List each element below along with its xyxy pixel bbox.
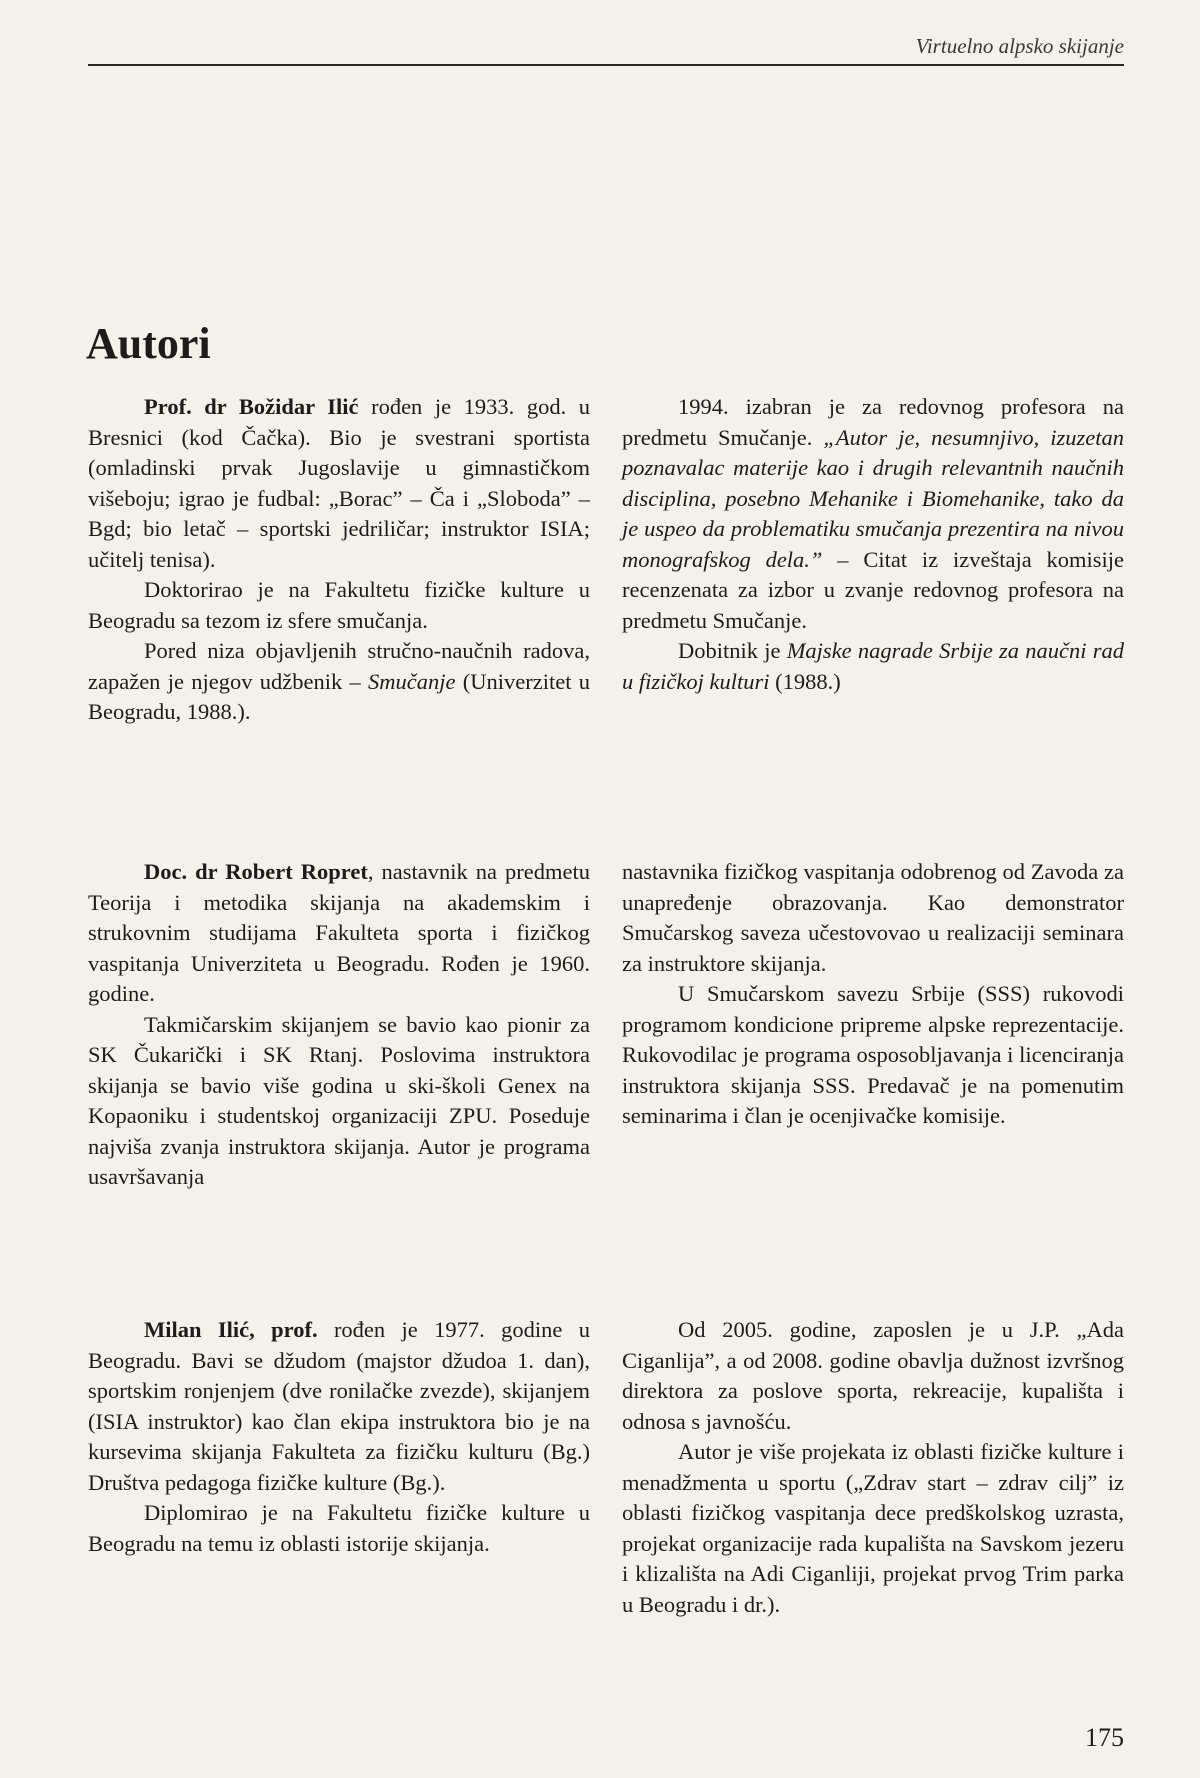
running-title: Virtuelno alpsko skijanje [915, 34, 1124, 58]
bio-right-column [622, 857, 1124, 1193]
review-quote: „Autor je, nesumnjivo, izuzetan poznavalac materije kao i drugih relevantnih naučnih disciplina, posebno Mehanike i Biomehanike, tako da je uspeo da problematiku smučanja prezentira na nivou monografskog dela.” [622, 424, 1125, 572]
bio-paragraph: Dobitnik je Majske nagrade Srbije za naučni rad u fizičkoj kulturi (1988.) [622, 638, 1124, 694]
bio-paragraph: Doc. dr Robert Ropret, nastavnik na predmetu Teorija i metodika skijanja na akademskim i strukovnim studijama Fakulteta sporta i fizičkog vaspitanja Univerziteta u Beogradu. Rođen je 1960. godine. [88, 859, 590, 1006]
header-rule [88, 64, 1124, 66]
bio-paragraph: Autor je više projekata iz oblasti fizičke kulture i menadžmenta u sportu („Zdrav start – zdrav cilj” iz oblasti fizičkog vaspitanja dece predškolskog uzrasta, projekat organizacije rada kupališta na Savskom jezeru i klizališta na Adi Ciganliji, projekat prvog Trim parka u Beogradu i dr.). [622, 1439, 1124, 1617]
bio-paragraph: Diplomirao je na Fakultetu fizičke kulture u Beogradu na temu iz oblasti istorije skijanja. [88, 1500, 590, 1556]
bio-paragraph: U Smučarskom savezu Srbije (SSS) rukovodi programom kondicione pripreme alpske reprezentacije. Rukovodilac je programa osposobljavanja i licenciranja instruktora skijanja SSS. Predavač je na pomenutim seminarima i član je ocenjivačke komisije. [622, 981, 1124, 1128]
bio-paragraph: Doktorirao je na Fakultetu fizičke kulture u Beogradu sa tezom iz sfere smučanja. [88, 577, 590, 633]
bio-left-column [88, 392, 590, 728]
bio-left-column [88, 1315, 590, 1620]
author-bio-ropret [88, 857, 1124, 1193]
author-bio-ilic-milan [88, 1315, 1124, 1620]
bio-left-column [88, 857, 590, 1193]
bio-paragraph: Pored niza objavljenih stručno-naučnih radova, zapažen je njegov udžbenik – Smučanje (Univerzitet u Beogradu, 1988.). [88, 638, 590, 724]
section-title: Autori [86, 319, 211, 368]
award-name: Majske nagrade Srbije za naučni rad u fizičkoj kulturi [622, 638, 1124, 694]
author-name: Prof. dr Božidar Ilić [144, 394, 359, 419]
book-title: Smučanje [368, 668, 456, 694]
bio-paragraph: Prof. dr Božidar Ilić rođen je 1933. god. u Bresnici (kod Čačka). Bio je svestrani sportista (omladinski prvak Jugoslavije u gimnastičkom višeboju; igrao je fudbal: „Borac” – Ča i „Sloboda” – Bgd; bio letač – sportski jedriličar; instruktor ISIA; učitelj tenisa). [88, 394, 591, 572]
bio-paragraph: Od 2005. godine, zaposlen je u J.P. „Ada Ciganlija”, a od 2008. godine obavlja dužnost izvršnog direktora za poslove sporta, rekreacije, kupališta i odnosa s javnošću. [622, 1317, 1124, 1434]
bio-right-column [622, 392, 1124, 728]
bio-paragraph: Takmičarskim skijanjem se bavio kao pionir za SK Čukarički i SK Rtanj. Poslovima instruktora skijanja se bavio više godina u ski-školi Genex na Kopaoniku i studentskoj organizaciji ZPU. Poseduje najviša zvanja instruktora skijanja. Autor je programa usavršavanja [88, 1011, 590, 1189]
bio-paragraph: nastavnika fizičkog vaspitanja odobrenog od Zavoda za unapređenje obrazovanja. Kao demonstrator Smučarskog saveza učestovovao u realizaciji seminara za instruktore skijanja. [622, 859, 1124, 976]
bio-right-column [622, 1315, 1124, 1620]
author-name: Milan Ilić, prof. [144, 1317, 318, 1342]
page-number: 175 [1085, 1723, 1124, 1752]
bio-paragraph: 1994. izabran je za redovnog profesora na predmetu Smučanje. „Autor je, nesumnjivo, izuzetan poznavalac materije kao i drugih relevantnih naučnih disciplina, posebno Mehanike i Biomehanike, tako da je uspeo da problematiku smučanja prezentira na nivou monografskog dela.” – Citat iz izveštaja komisije recenzenata za izbor u zvanje redovnog profesora na predmetu Smučanje. [622, 394, 1125, 633]
author-bio-ilic-bozidar [88, 392, 1124, 728]
bio-paragraph: Milan Ilić, prof. rođen je 1977. godine u Beogradu. Bavi se džudom (majstor džudoa 1. dan), sportskim ronjenjem (dve ronilačke zvezde), skijanjem (ISIA instruktor) kao član ekipa instruktora bio je na kursevima skijanja Fakulteta za fizičku kulturu (Bg.) Društva pedagoga fizičke kulture (Bg.). [88, 1317, 590, 1495]
author-name: Doc. dr Robert Ropret [144, 859, 368, 884]
